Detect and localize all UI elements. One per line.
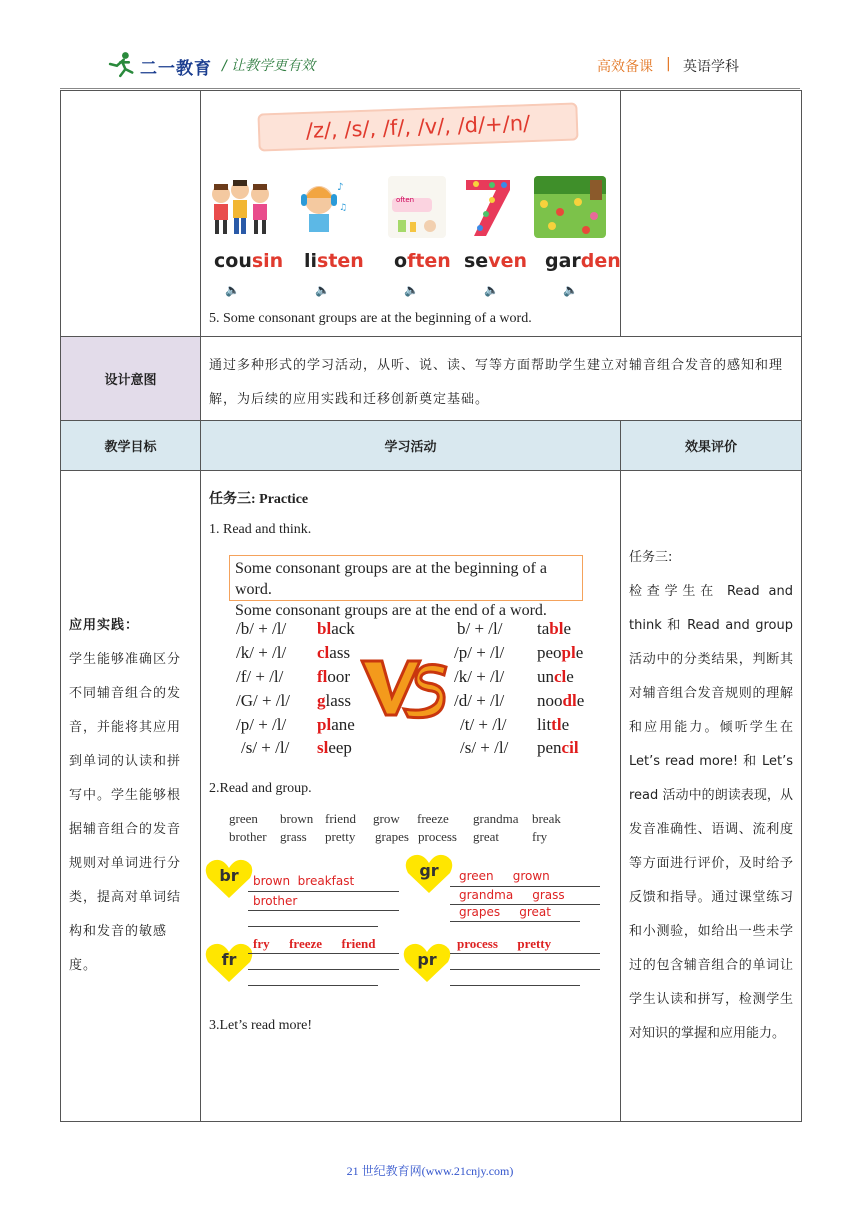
right-rule-word (537, 667, 574, 687)
heart-gr (404, 853, 454, 895)
header-divider (60, 88, 800, 89)
word-often (394, 250, 451, 272)
design-intent-label: 设计意图 (61, 337, 201, 421)
word-bank-item: brown (280, 811, 314, 826)
word-highlight: tl (551, 715, 562, 734)
svg-text:♪: ♪ (337, 182, 344, 193)
header-prep-label: 高效备课 (597, 59, 653, 75)
right-rule-phoneme: /k/ + /l/ (454, 667, 505, 686)
table-row (61, 421, 802, 471)
word-highlight: cil (561, 738, 579, 757)
header-separator: | (666, 56, 671, 72)
word-highlight: pl (561, 643, 576, 662)
speaker-icon[interactable]: 🔈 (484, 283, 499, 297)
word-part-highlight: sten (317, 250, 364, 272)
word-bank-item: brother (229, 829, 267, 844)
left-rule-word (317, 691, 351, 711)
word-bank-item: break (532, 811, 561, 826)
speaker-icon[interactable]: 🔈 (404, 283, 419, 297)
col-header-activity: 学习活动 (201, 421, 621, 471)
word-part-highlight: ven (488, 250, 528, 272)
gr-answer-3: grapes great (459, 905, 551, 919)
word-bank-item: freeze (417, 811, 449, 826)
word-bank-item: grapes (375, 829, 409, 844)
gr-answer-2: grandma grass (459, 888, 565, 902)
heart-pr (402, 942, 452, 984)
listen-picture (297, 176, 347, 238)
fr-answers: fry freeze friend (253, 936, 376, 951)
pr-answers: process pretty (457, 936, 552, 951)
answer-line (450, 921, 580, 922)
heart-fr (204, 942, 254, 984)
word-part-highlight: den (580, 250, 621, 272)
word-highlight: bl (549, 619, 564, 638)
logo-runner-icon (105, 48, 139, 80)
word-rest: e (576, 691, 585, 710)
right-rule-word (537, 691, 584, 711)
word-prefix: peo (537, 643, 562, 662)
table-row (61, 337, 802, 421)
heart-label: gr (419, 861, 439, 880)
evaluation-cell (621, 471, 802, 1122)
word-prefix: lit (537, 715, 552, 734)
br-answer-2: brother (253, 894, 298, 908)
heart-br (204, 858, 254, 900)
speaker-icon[interactable]: 🔈 (315, 283, 330, 297)
right-rule-phoneme: /s/ + /l/ (460, 738, 509, 757)
word-prefix: noo (537, 691, 563, 710)
word-part: o (394, 250, 408, 272)
word-rest: e (563, 619, 572, 638)
right-rule-word (537, 643, 583, 663)
often-picture-caption: often (396, 196, 415, 204)
left-rule-word (317, 715, 355, 735)
left-rule-word (317, 619, 355, 639)
answer-line (248, 910, 399, 911)
banner-text: /z/, /s/, /f/, /v/, /d/+/n/ (305, 111, 531, 143)
col-header-goal: 教学目标 (61, 421, 201, 471)
word-part: se (464, 250, 489, 272)
design-intent-text: 通过多种形式的学习活动，从听、说、读、写等方面帮助学生建立对辅音组合发音的感知和理解，为后续的应用实践和迁移创新奠定基础。 (209, 358, 784, 407)
right-rule-phoneme: /d/ + /l/ (454, 691, 505, 710)
answer-line (248, 969, 399, 970)
seven-picture (462, 176, 514, 238)
word-part: cou (214, 250, 252, 272)
word-highlight: fl (317, 667, 328, 686)
word-cousin (214, 250, 283, 272)
design-intent-cell (201, 337, 802, 421)
word-bank-item: process (418, 829, 457, 844)
word-bank-item: green (229, 811, 258, 826)
heart-label: br (219, 866, 239, 885)
word-prefix: un (537, 667, 554, 686)
word-rest: oor (327, 667, 351, 686)
word-bank-item: fry (532, 829, 548, 844)
word-rest: ane (331, 715, 355, 734)
word-highlight: g (317, 691, 326, 710)
col-header-evaluation: 效果评价 (621, 421, 802, 471)
word-bank-item: grass (280, 829, 307, 844)
header-subject: 英语学科 (683, 59, 739, 75)
answer-line (450, 985, 580, 986)
task-three-title: 任务三: Practice (209, 492, 309, 507)
rule-line-2: Some consonant groups are at the end of a word. (235, 602, 547, 619)
note-consonant-groups: 5. Some consonant groups are at the beginning of a word. (209, 311, 532, 326)
vs-icon (360, 655, 448, 721)
svg-text:♫: ♫ (339, 203, 347, 213)
left-rule-word (317, 738, 352, 758)
slogan-text: 让教学更有效 (231, 58, 316, 74)
word-highlight: bl (317, 619, 332, 638)
cell-empty-left (61, 91, 201, 337)
word-bank-item: grow (373, 811, 400, 826)
answer-line (450, 969, 600, 970)
page-footer: 21 世纪教育网(www.21cnjy.com) (346, 1164, 514, 1178)
cousin-picture (205, 176, 275, 238)
word-seven (464, 250, 527, 272)
goal-text: 学生能够准确区分不同辅音组合的发音，并能将其应用到单词的认读和拼写中。学生能够根据辅音组合的发音规则对单词进行分类，提高对单词结构和发音的敏感度。 (69, 652, 182, 973)
left-rule-phoneme: /f/ + /l/ (236, 667, 284, 686)
heart-label: pr (417, 950, 437, 969)
step-read-think: 1. Read and think. (209, 522, 312, 537)
rule-box (229, 555, 583, 619)
word-part-highlight: sin (251, 250, 284, 272)
word-highlight: dl (562, 691, 577, 710)
word-rest: e (566, 667, 574, 686)
often-picture (388, 176, 446, 238)
left-rule-word (317, 643, 350, 663)
word-part: gar (545, 250, 581, 272)
word-rest: e (561, 715, 570, 734)
word-bank-item: grandma (473, 811, 519, 826)
word-garden (545, 250, 621, 272)
word-highlight: cl (317, 643, 330, 662)
word-bank-item: great (473, 829, 499, 844)
cell-empty-right (621, 91, 802, 337)
left-rule-phoneme: /b/ + /l/ (236, 619, 287, 638)
garden-picture (534, 176, 606, 238)
answer-line (450, 886, 600, 887)
answer-line (248, 891, 399, 892)
right-rule-phoneme: /p/ + /l/ (454, 643, 505, 662)
goal-cell (61, 471, 201, 1122)
answer-line (248, 926, 378, 927)
word-rest: e (575, 643, 584, 662)
left-rule-word (317, 667, 350, 687)
right-rule-word (537, 619, 571, 639)
right-rule-phoneme: b/ + /l/ (457, 619, 503, 638)
speaker-icon[interactable]: 🔈 (563, 283, 578, 297)
left-rule-phoneme: /s/ + /l/ (241, 738, 290, 757)
right-rule-word (537, 738, 579, 758)
word-highlight: pl (317, 715, 332, 734)
step-read-more: 3.Let’s read more! (209, 1018, 313, 1033)
right-rule-phoneme: /t/ + /l/ (460, 715, 507, 734)
word-rest: eep (328, 738, 352, 757)
word-part-highlight: ften (407, 250, 451, 272)
word-prefix: pen (537, 738, 562, 757)
word-rest: lass (325, 691, 351, 710)
word-bank-item: friend (325, 811, 357, 826)
answer-line (248, 985, 378, 986)
rule-line-1: Some consonant groups are at the beginning of a word. (235, 560, 547, 598)
word-rest: ass (329, 643, 351, 662)
word-listen (304, 250, 364, 272)
left-rule-phoneme: /p/ + /l/ (236, 715, 287, 734)
evaluation-text: 任务三: 检查学生在 Read and think 和 Read and group 活动中的分类结果，判断其对辅音组合发音规则的理解和应用能力。倾听学生在 Let’s read more! 和 Let’s read 活动中的朗读表现，从发音准确性、语调、流利度等方面进行评价，及时给予反馈和指导。通过课堂练习和小测验，如给出一些未学过的包含辅音组合的单词让学生认读和拼写，检测学生对知识的掌握和应用能力。 (629, 550, 793, 1041)
word-part: li (304, 250, 318, 272)
right-rule-word (537, 715, 569, 735)
word-highlight: sl (317, 738, 329, 757)
word-bank-item: pretty (325, 829, 356, 844)
word-highlight: cl (554, 667, 567, 686)
word-rest: ack (331, 619, 355, 638)
br-answer-1: brown breakfast (253, 874, 355, 888)
left-rule-phoneme: /G/ + /l/ (236, 691, 290, 710)
logo-text: 二一教育 (140, 59, 212, 79)
answer-line (248, 953, 399, 954)
heart-label: fr (221, 950, 237, 969)
step-read-group: 2.Read and group. (209, 781, 312, 796)
header-slogan: / 让教学更有效 (222, 58, 316, 74)
answer-line (450, 953, 600, 954)
gr-answer-1: green grown (459, 869, 550, 883)
speaker-icon[interactable]: 🔈 (225, 283, 240, 297)
word-prefix: ta (537, 619, 550, 638)
left-rule-phoneme: /k/ + /l/ (236, 643, 287, 662)
goal-title: 应用实践： (69, 618, 140, 633)
